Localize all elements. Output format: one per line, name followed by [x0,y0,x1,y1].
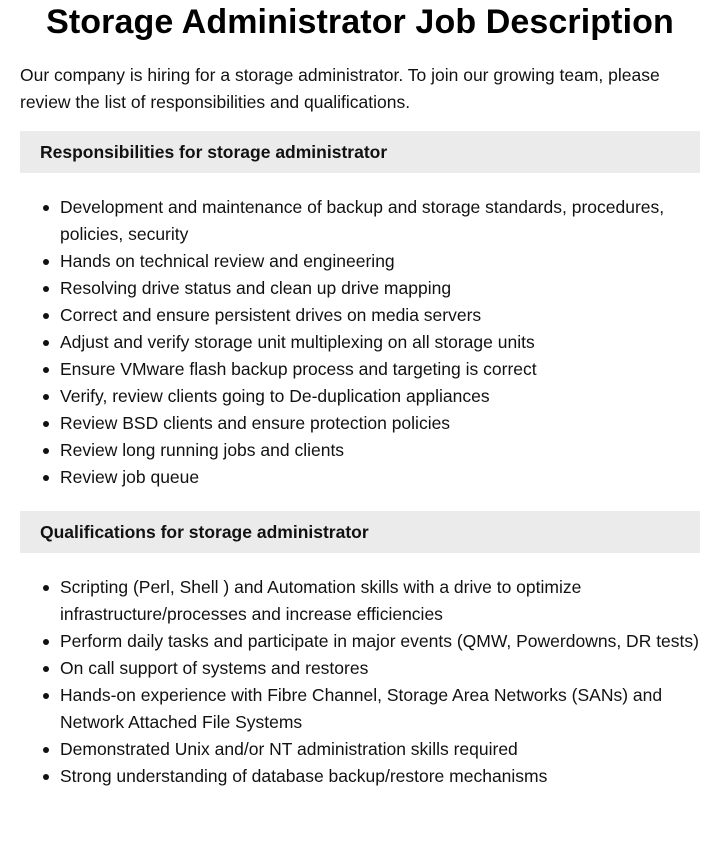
qualifications-heading: Qualifications for storage administrator [20,511,700,553]
list-item: Review BSD clients and ensure protection policies [60,410,700,437]
qualifications-list [20,574,700,790]
list-item: Verify, review clients going to De-duplication appliances [60,383,700,410]
list-item: On call support of systems and restores [60,655,700,682]
responsibilities-heading: Responsibilities for storage administrator [20,131,700,173]
list-item: Adjust and verify storage unit multiplexing on all storage units [60,329,700,356]
list-item: Correct and ensure persistent drives on media servers [60,302,700,329]
list-item: Review long running jobs and clients [60,437,700,464]
list-item: Review job queue [60,464,700,491]
list-item: Resolving drive status and clean up drive mapping [60,275,700,302]
intro-paragraph: Our company is hiring for a storage administrator. To join our growing team, please review the list of responsibilities and qualifications. [20,65,660,112]
list-item: Demonstrated Unix and/or NT administration skills required [60,736,700,763]
list-item: Hands-on experience with Fibre Channel, Storage Area Networks (SANs) and Network Attached File Systems [60,682,700,736]
list-item: Strong understanding of database backup/restore mechanisms [60,763,700,790]
page-title: Storage Administrator Job Description [46,3,674,41]
list-item: Ensure VMware flash backup process and targeting is correct [60,356,700,383]
list-item: Development and maintenance of backup and storage standards, procedures, policies, security [60,194,700,248]
list-item: Perform daily tasks and participate in major events (QMW, Powerdowns, DR tests) [60,628,700,655]
list-item: Scripting (Perl, Shell ) and Automation skills with a drive to optimize infrastructure/processes and increase efficiencies [60,574,700,628]
list-item: Hands on technical review and engineering [60,248,700,275]
responsibilities-list [20,194,700,491]
